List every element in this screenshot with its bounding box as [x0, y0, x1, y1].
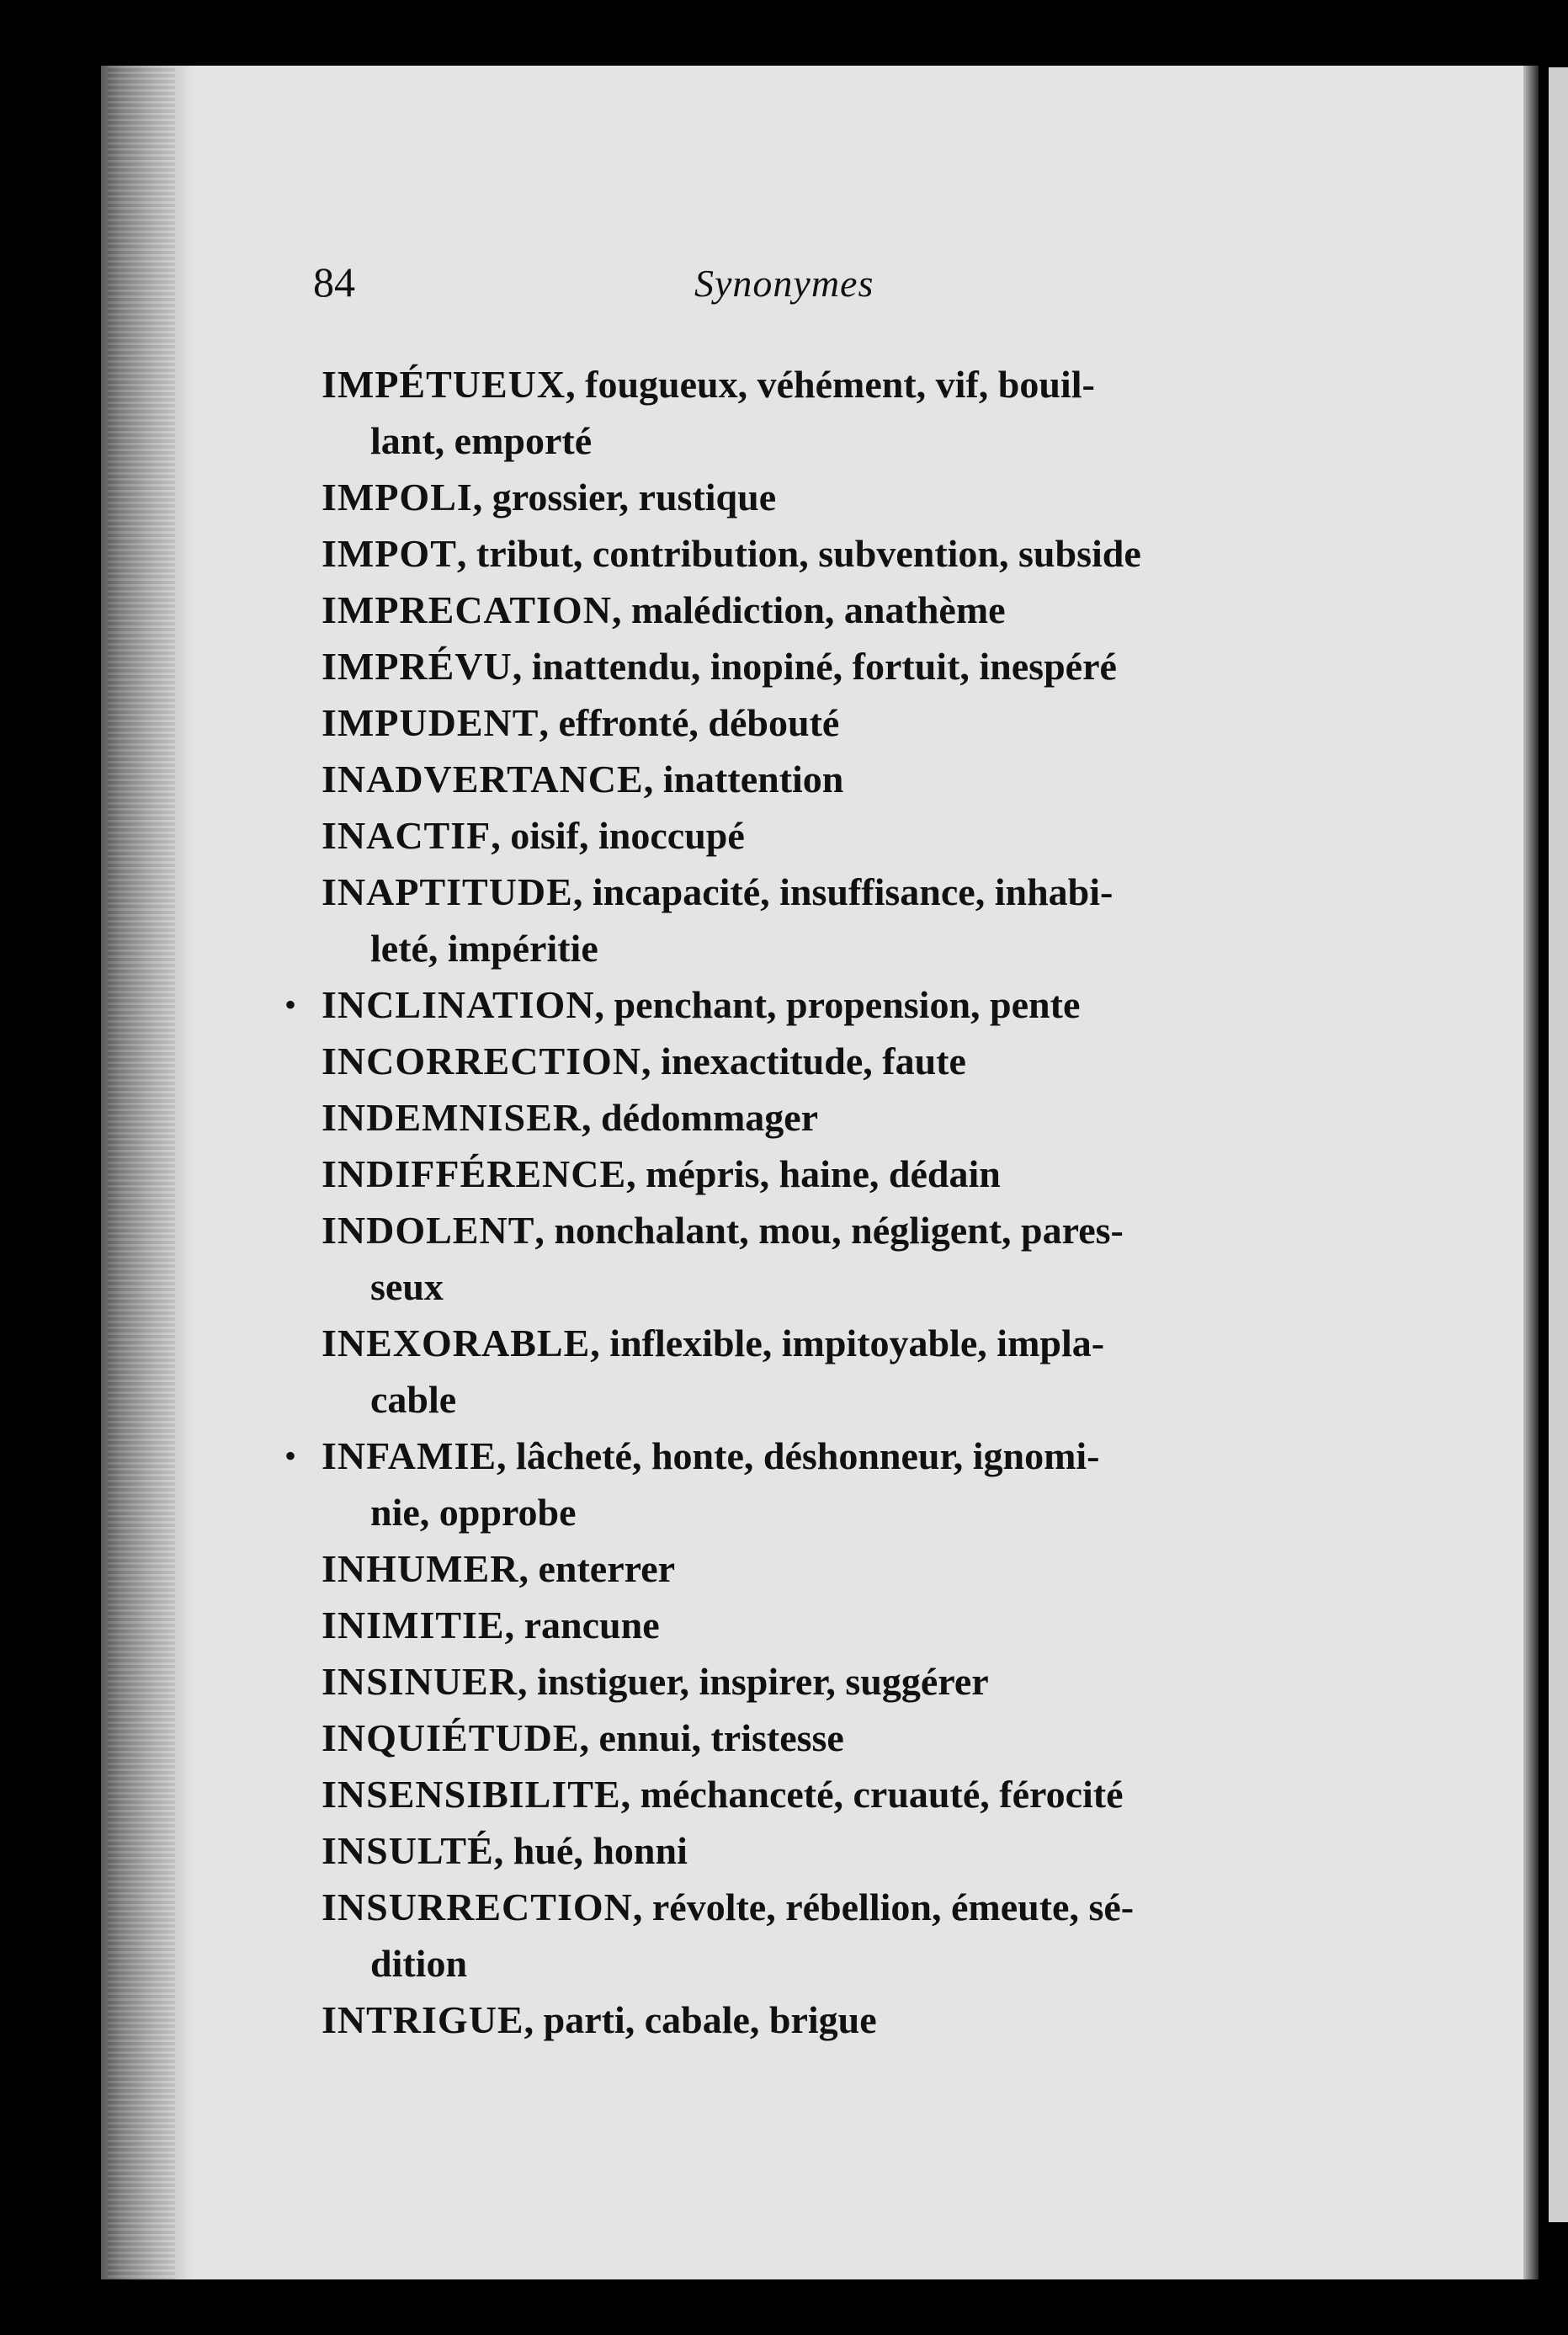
entry-headword: IMPRECATION: [322, 588, 612, 631]
entry-headword: INSINUER: [322, 1660, 518, 1703]
entry-headword: INSENSIBILITE: [322, 1773, 621, 1816]
entry-synonyms: , inattendu, inopiné, fortuit, inespéré: [512, 645, 1117, 688]
entry-synonyms: , fougueux, véhément, vif, bouil-: [566, 363, 1095, 406]
synonym-entry: [322, 751, 1441, 807]
synonym-entry: [322, 469, 1441, 525]
entry-continuation: dition: [370, 1942, 468, 1985]
synonym-entry: [322, 1089, 1441, 1146]
entry-synonyms: , hué, honni: [493, 1829, 688, 1872]
entry-headword: IMPUDENT: [322, 701, 539, 744]
entry-headword: INACTIF: [322, 814, 492, 857]
entry-continuation: seux: [370, 1265, 444, 1308]
synonym-entry: [284, 1428, 1441, 1540]
entry-headword: INFAMIE: [322, 1434, 497, 1477]
running-head: Synonymes: [694, 262, 874, 305]
entry-synonyms: , inexactitude, faute: [641, 1040, 966, 1082]
entry-headword: INAPTITUDE: [322, 870, 573, 913]
bullet-marker: •: [284, 986, 297, 1024]
entry-synonyms: , rancune: [504, 1604, 660, 1646]
entry-headword: INTRIGUE: [322, 1998, 524, 2041]
synonym-entry: [322, 694, 1441, 751]
synonym-entry: [322, 638, 1441, 694]
synonym-entry: [322, 1315, 1441, 1428]
page-right-edge: [1523, 66, 1539, 2279]
synonym-entry: [322, 1653, 1441, 1710]
entry-headword: IMPRÉVU: [322, 645, 513, 688]
entry-synonyms: , ennui, tristesse: [579, 1716, 844, 1759]
entry-synonyms: , nonchalant, mou, négligent, pares-: [534, 1209, 1124, 1252]
entry-synonyms: , tribut, contribution, subvention, subside: [456, 532, 1141, 575]
synonym-entry: [322, 1540, 1441, 1597]
entry-synonyms: , inattention: [643, 758, 844, 800]
page-gutter-shadow: [101, 66, 194, 2279]
entry-continuation: cable: [370, 1378, 457, 1421]
entry-synonyms: , parti, cabale, brigue: [524, 1998, 877, 2041]
book-page: [101, 66, 1523, 2279]
entry-synonyms: , inflexible, impitoyable, impla-: [590, 1322, 1105, 1364]
synonym-entry: [322, 356, 1441, 469]
entry-headword: INSULTÉ: [322, 1829, 494, 1872]
synonym-entry: [322, 525, 1441, 582]
synonym-entry: [322, 1879, 1441, 1992]
entry-synonyms: , méchanceté, cruauté, férocité: [620, 1773, 1124, 1816]
entry-synonyms: , révolte, rébellion, émeute, sé-: [632, 1886, 1135, 1928]
entry-synonyms: , effronté, débouté: [539, 701, 840, 744]
entry-continuation: lant, emporté: [370, 419, 593, 462]
entry-headword: INIMITIE: [322, 1604, 505, 1646]
entry-synonyms: , enterrer: [518, 1547, 676, 1590]
gutter-texture: [108, 66, 175, 2279]
synonym-entry: [322, 1710, 1441, 1766]
entry-synonyms: , incapacité, insuffisance, inhabi-: [572, 870, 1114, 913]
entry-headword: INSURRECTION: [322, 1886, 633, 1928]
entry-headword: INCORRECTION: [322, 1040, 642, 1082]
entry-synonyms: , penchant, propension, pente: [594, 983, 1081, 1026]
synonym-entry: [284, 976, 1441, 1033]
entry-synonyms: , malédiction, anathème: [611, 588, 1006, 631]
entry-headword: INADVERTANCE: [322, 758, 644, 800]
entry-synonyms: , dédommager: [582, 1096, 819, 1139]
entry-synonyms: , mépris, haine, dédain: [626, 1152, 1001, 1195]
bullet-marker: •: [284, 1437, 297, 1475]
synonym-entry: [322, 1992, 1441, 2048]
entry-headword: IMPOLI: [322, 476, 473, 519]
entry-headword: INDIFFÉRENCE: [322, 1152, 627, 1195]
entry-continuation: leté, impéritie: [370, 927, 598, 970]
synonym-entry: [322, 1202, 1441, 1315]
synonym-entry: [322, 1822, 1441, 1879]
entry-headword: INCLINATION: [322, 983, 595, 1026]
entry-headword: IMPÉTUEUX: [322, 363, 566, 406]
synonym-entry: [322, 1597, 1441, 1653]
entry-headword: INDEMNISER: [322, 1096, 582, 1139]
page-number: 84: [313, 258, 355, 306]
synonym-entry: [322, 582, 1441, 638]
entry-synonyms: , oisif, inoccupé: [491, 814, 745, 857]
synonym-entry: [322, 1033, 1441, 1089]
next-page-strip: [1549, 67, 1568, 2222]
synonym-list: [284, 356, 1441, 2048]
synonym-entry: [322, 864, 1441, 976]
synonym-entry: [322, 807, 1441, 864]
entry-synonyms: , instiguer, inspirer, suggérer: [517, 1660, 989, 1703]
synonym-entry: [322, 1766, 1441, 1822]
synonym-entry: [322, 1146, 1441, 1202]
entry-synonyms: , grossier, rustique: [472, 476, 777, 519]
entry-headword: INEXORABLE: [322, 1322, 591, 1364]
entry-headword: INQUIÉTUDE: [322, 1716, 580, 1759]
entry-continuation: nie, opprobe: [370, 1491, 577, 1534]
page-header: [101, 258, 1523, 316]
entry-headword: INDOLENT: [322, 1209, 535, 1252]
entry-headword: IMPOT: [322, 532, 457, 575]
entry-synonyms: , lâcheté, honte, déshonneur, ignomi-: [497, 1434, 1100, 1477]
entry-headword: INHUMER: [322, 1547, 519, 1590]
